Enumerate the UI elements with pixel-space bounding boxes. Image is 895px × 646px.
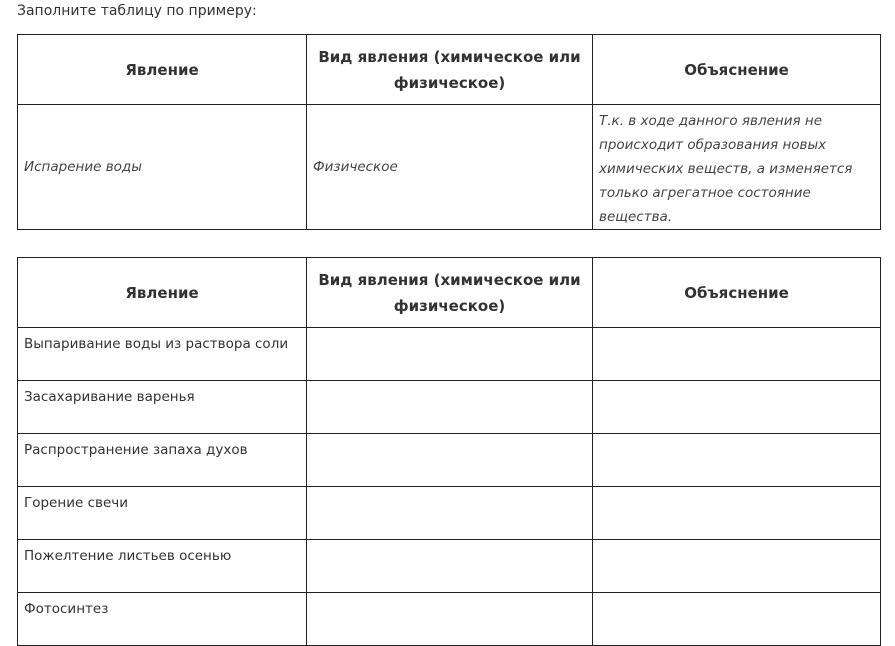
explanation-cell[interactable] (593, 540, 881, 593)
header-type: Вид явления (химическое или физическое) (307, 35, 593, 105)
example-header-row (18, 35, 881, 105)
type-cell[interactable] (307, 487, 593, 540)
example-explanation-cell: Т.к. в ходе данного явления не происходит образования новых химических веществ, а изменяется только агрегатное состояние вещества. (593, 105, 881, 230)
header-type: Вид явления (химическое или физическое) (307, 258, 593, 328)
explanation-cell[interactable] (593, 328, 881, 381)
table-row (18, 328, 881, 381)
phenomenon-cell: Засахаривание варенья (18, 381, 307, 434)
example-table (17, 34, 881, 230)
type-cell[interactable] (307, 381, 593, 434)
type-cell[interactable] (307, 434, 593, 487)
header-phenomenon: Явление (18, 258, 307, 328)
phenomenon-cell: Пожелтение листьев осенью (18, 540, 307, 593)
example-type-cell: Физическое (307, 105, 593, 230)
table-row (18, 381, 881, 434)
phenomenon-cell: Распространение запаха духов (18, 434, 307, 487)
example-row (18, 105, 881, 230)
phenomenon-cell: Выпаривание воды из раствора соли (18, 328, 307, 381)
instruction-text: Заполните таблицу по примеру: (17, 3, 257, 19)
table-row (18, 434, 881, 487)
header-explanation: Объяснение (593, 258, 881, 328)
explanation-cell[interactable] (593, 593, 881, 646)
table-row (18, 540, 881, 593)
task-header-row (18, 258, 881, 328)
header-explanation: Объяснение (593, 35, 881, 105)
explanation-cell[interactable] (593, 487, 881, 540)
table-row (18, 593, 881, 646)
explanation-cell[interactable] (593, 434, 881, 487)
type-cell[interactable] (307, 540, 593, 593)
type-cell[interactable] (307, 593, 593, 646)
explanation-cell[interactable] (593, 381, 881, 434)
table-row (18, 487, 881, 540)
header-phenomenon: Явление (18, 35, 307, 105)
type-cell[interactable] (307, 328, 593, 381)
phenomenon-cell: Горение свечи (18, 487, 307, 540)
example-phenomenon-cell: Испарение воды (18, 105, 307, 230)
task-table (17, 257, 881, 646)
phenomenon-cell: Фотосинтез (18, 593, 307, 646)
